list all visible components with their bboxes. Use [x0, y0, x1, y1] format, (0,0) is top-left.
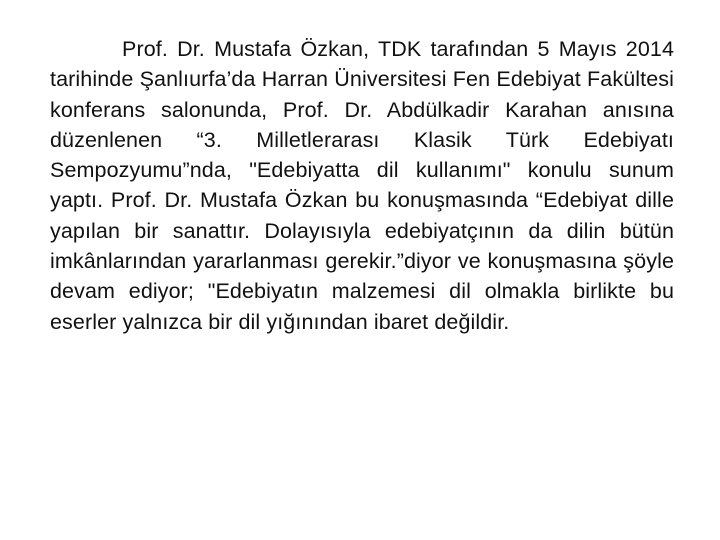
- body-paragraph: Prof. Dr. Mustafa Özkan, TDK tarafından 5 Mayıs 2014 tarihinde Şanlıurfa’da Harran Üniversitesi Fen Edebiyat Fakültesi konferans salonunda, Prof. Dr. Abdülkadir Karahan anısına düzenlenen “3. Milletlerarası Klasik Türk Edebiyatı Sempozyumu”nda, "Edebiyatta dil kullanımı" konulu sunum yaptı. Prof. Dr. Mustafa Özkan bu konuşmasında “Edebiyat dille yapılan bir sanattır. Dolayısıyla edebiyatçının da dilin bütün imkânlarından yararlanması gerekir.”diyor ve konuşmasına şöyle devam ediyor; "Edebiyatın malzemesi dil olmakla birlikte bu eserler yalnızca bir dil yığınından ibaret değildir.: [50, 37, 674, 334]
